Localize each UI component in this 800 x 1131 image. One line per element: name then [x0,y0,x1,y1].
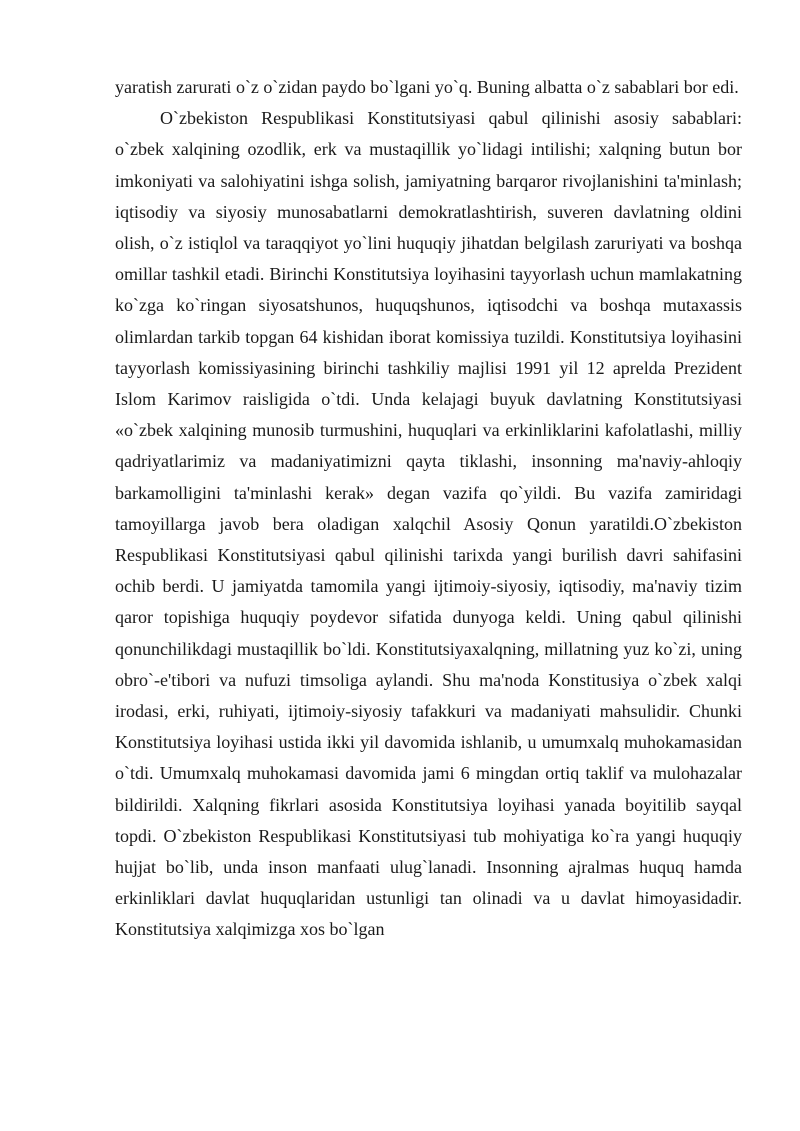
body-text [115,72,742,946]
paragraph-continuation: yaratish zarurati o`z o`zidan paydo bo`lgani yo`q. Buning albatta o`z sabablari bor edi. [115,77,739,97]
paragraph-constitution-reasons: O`zbekiston Respublikasi Konstitutsiyasi qabul qilinishi asosiy sabablari: o`zbek xalqining ozodlik, erk va mustaqillik yo`lidagi intilishi; xalqning butun bor imkoniyati va salohiyatini ishga solish, jamiyatning barqaror rivojlanishini ta'minlash; iqtisodiy va siyosiy munosabatlarni demokratlashtirish, suveren davlatning oldini olish, o`z istiqlol va taraqqiyot yo`lini huquqiy jihatdan belgilash zaruriyati va boshqa omillar tashkil etadi. Birinchi Konstitutsiya loyihasini tayyorlash uchun mamlakatning ko`zga ko`ringan siyosatshunos, huquqshunos, iqtisodchi va boshqa mutaxassis olimlardan tarkib topgan 64 kishidan iborat komissiya tuzildi. Konstitutsiya loyihasini tayyorlash komissiyasining birinchi tashkiliy majlisi 1991 yil 12 aprelda Prezident Islom Karimov raisligida o`tdi. Unda kelajagi buyuk davlatning Konstitutsiyasi «o`zbek xalqining munosib turmushini, huquqlari va erkinliklarini kafolatlashi, milliy qadriyatlarimiz va madaniyatimizni qayta tiklashi, insonning ma'naviy-ahloqiy barkamolligini ta'minlashi kerak» degan vazifa qo`yildi. Bu vazifa zamiridagi tamoyillarga javob bera oladigan xalqchil Asosiy Qonun yaratildi.O`zbekiston Respublikasi Konstitutsiyasi qabul qilinishi tarixda yangi burilish davri sahifasini ochib berdi. U jamiyatda tamomila yangi ijtimoiy-siyosiy, iqtisodiy, ma'naviy tizim qaror topishiga huquqiy poydevor sifatida dunyoga keldi. Uning qabul qilinishi qonunchilikdagi mustaqillik bo`ldi. Konstitutsiyaxalqning, millatning yuz ko`zi, uning obro`-e'tibori va nufuzi timsoliga aylandi. Shu ma'noda Konstitusiya o`zbek xalqi irodasi, erki, ruhiyati, ijtimoiy-siyosiy tafakkuri va madaniyati mahsulidir. Chunki Konstitutsiya loyihasi ustida ikki yil davomida ishlanib, u umumxalq muhokamasidan o`tdi. Umumxalq muhokamasi davomida jami 6 mingdan ortiq taklif va mulohazalar bildirildi. Xalqning fikrlari asosida Konstitutsiya loyihasi yanada boyitilib sayqal topdi. O`zbekiston Respublikasi Konstitutsiyasi tub mohiyatiga ko`ra yangi huquqiy hujjat bo`lib, unda inson manfaati ulug`lanadi. Insonning ajralmas huquq hamda erkinliklari davlat huquqlaridan ustunligi tan olinadi va u davlat himoyasidadir. Konstitutsiya xalqimizga xos bo`lgan [115,108,742,940]
